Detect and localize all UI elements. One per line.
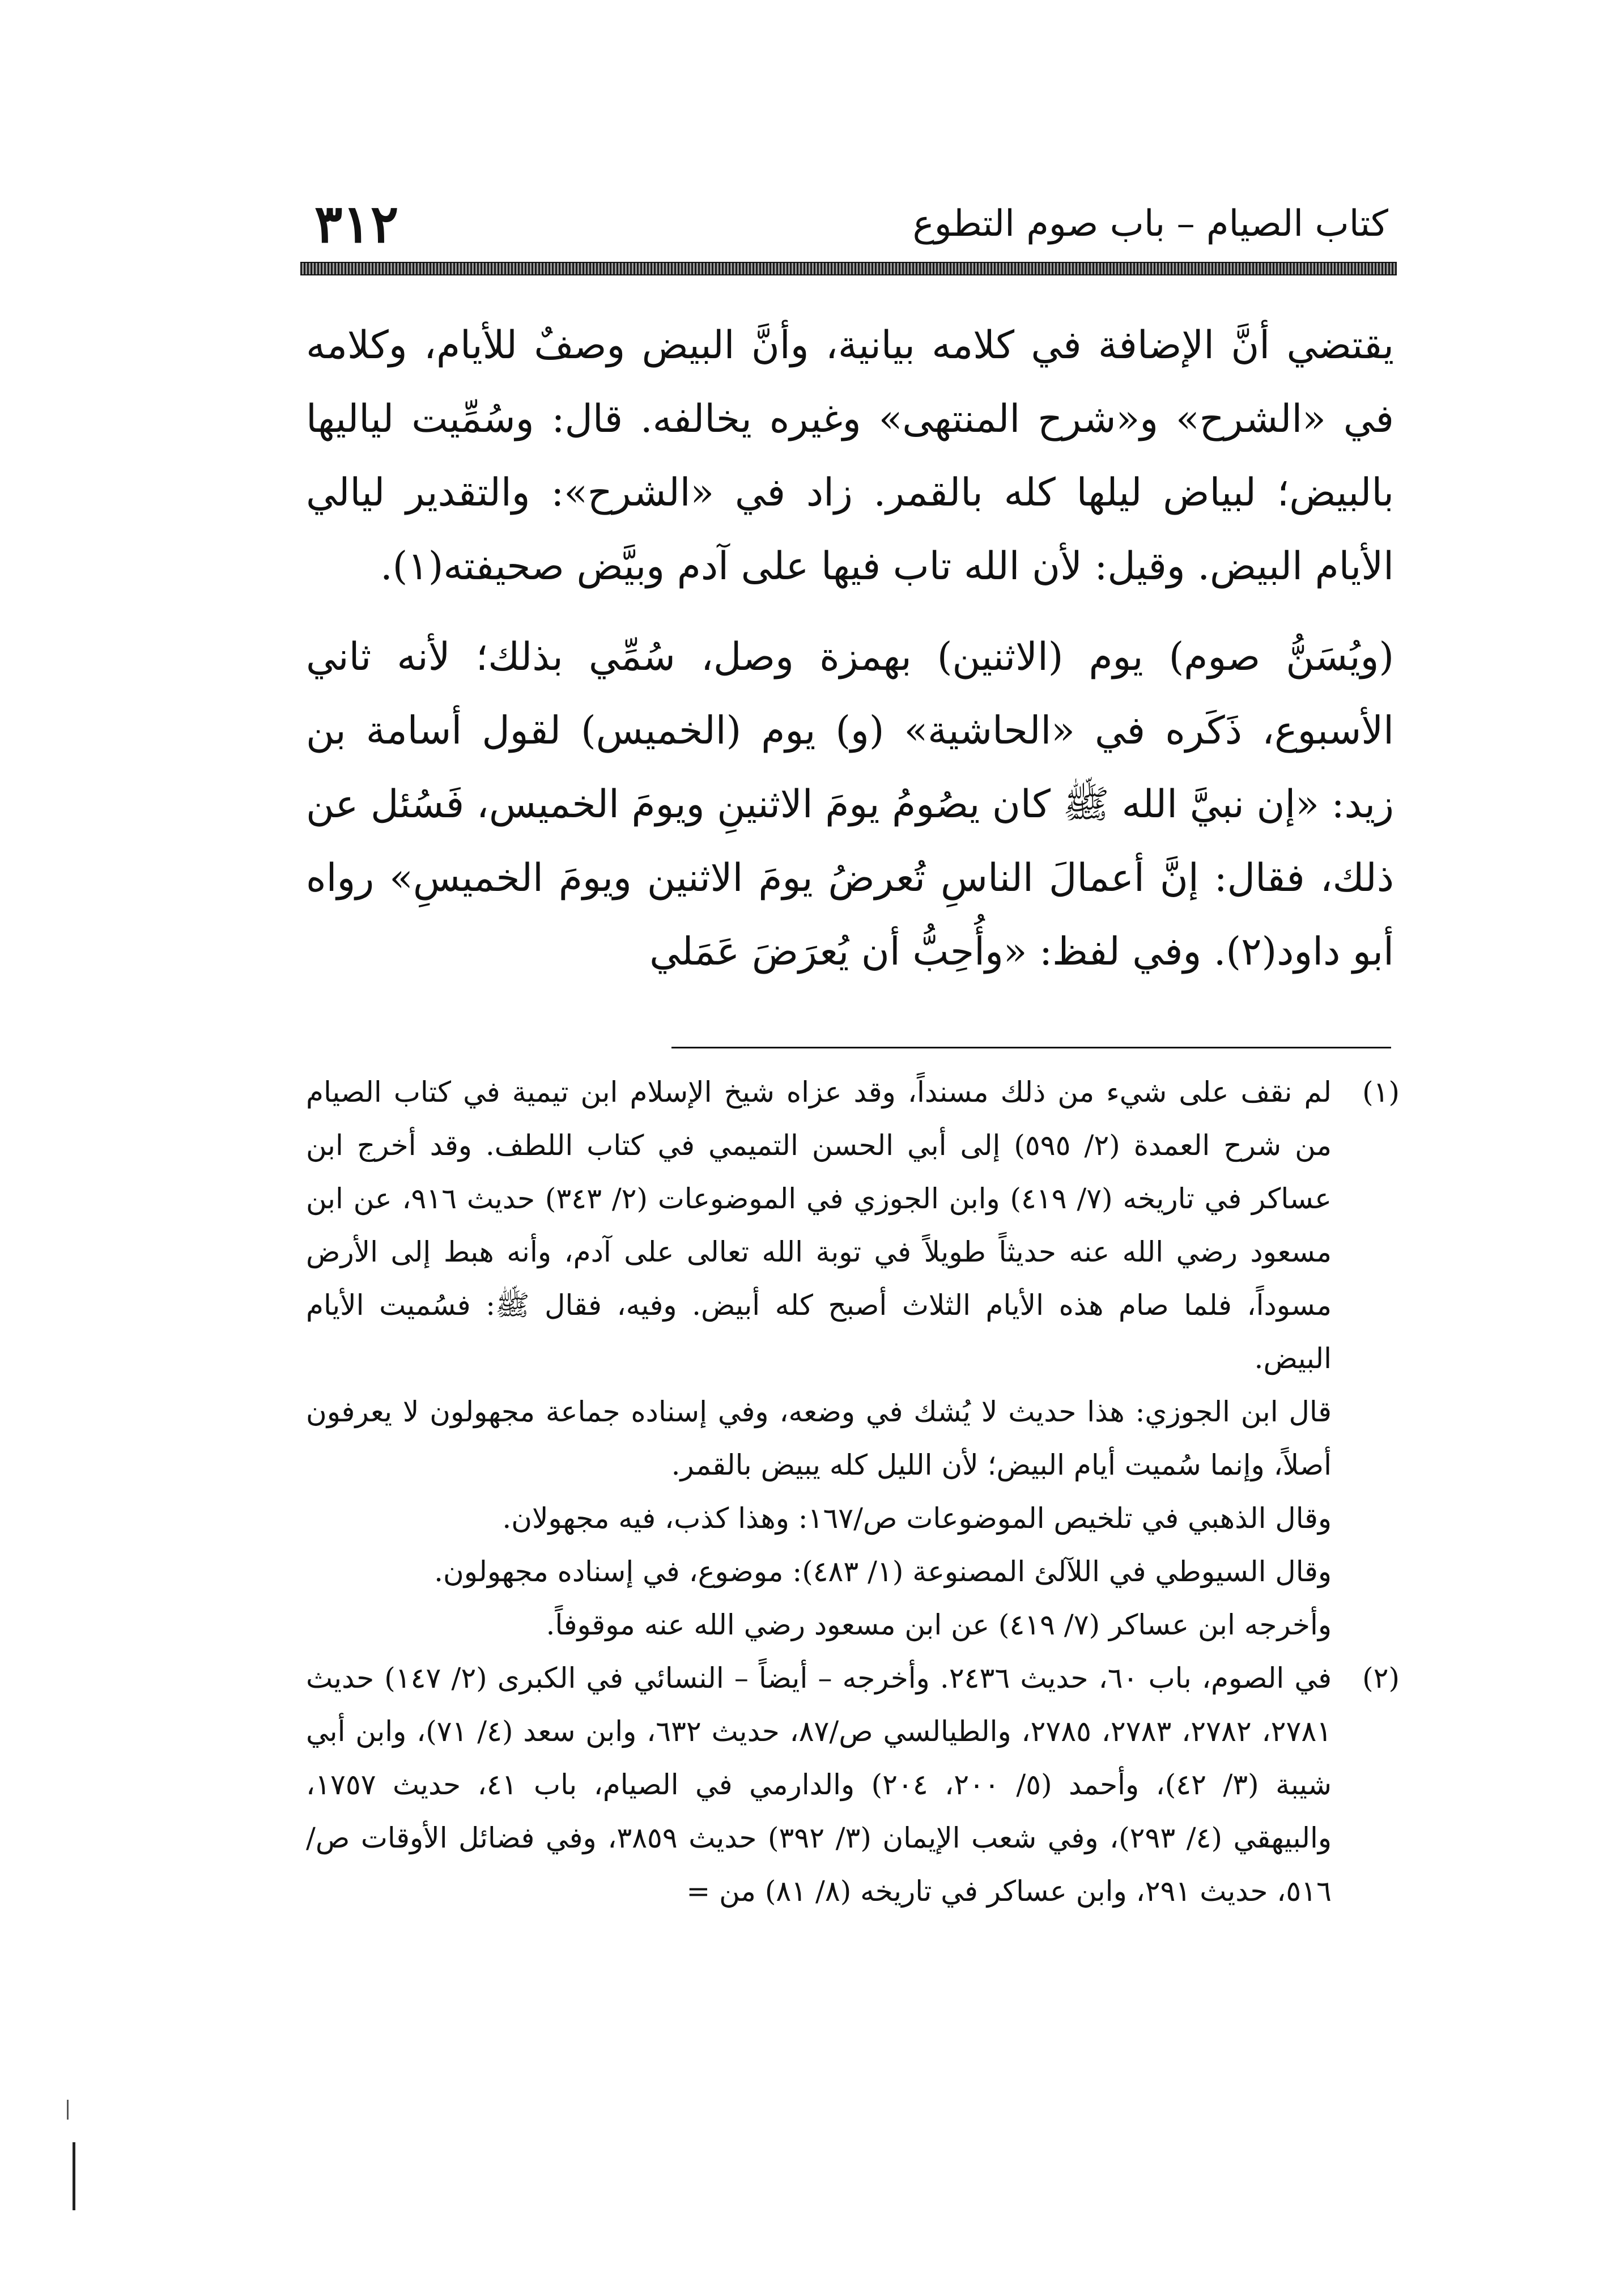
page-number: ٣١٢ — [314, 193, 399, 254]
footnote-paragraph: قال ابن الجوزي: هذا حديث لا يُشك في وضعه، وفي إسناده جماعة مجهولون لا يعرفون أصلاً، وإنما سُميت أيام البيض؛ لأن الليل كله يبيض بالقمر. — [306, 1395, 1332, 1481]
footnote-number: (١) — [1362, 1076, 1400, 1109]
footnote — [306, 1065, 1400, 1651]
footnote-paragraph: وقال الذهبي في تلخيص الموضوعات ص/١٦٧: وهذا كذب، فيه مجهولان. — [502, 1502, 1332, 1535]
footnote — [306, 1651, 1400, 1918]
body-paragraph: (ويُسَنُّ صوم) يوم (الاثنين) بهمزة وصل، سُمِّي بذلك؛ لأنه ثاني الأسبوع، ذَكَره في «الحاشية» (و) يوم (الخميس) لقول أسامة بن زيد: «إن نبيَّ الله ﷺ كان يصُومُ يومَ الاثنينِ ويومَ الخميس، فَسُئل عن ذلك، فقال: إنَّ أعمالَ الناسِ تُعرضُ يومَ الاثنين ويومَ الخميسِ» رواه أبو داود(٢). وفي لفظ: «وأُحِبُّ أن يُعرَضَ عَمَلي — [306, 635, 1394, 974]
scan-margin-mark — [67, 2100, 69, 2120]
scan-margin-mark — [73, 2142, 75, 2210]
main-text — [306, 309, 1394, 989]
footnote-paragraph: وأخرجه ابن عساكر (٧/ ٤١٩) عن ابن مسعود رضي الله عنه موقوفاً. — [546, 1608, 1332, 1641]
footnote-number: (٢) — [1362, 1662, 1400, 1695]
footnote-paragraph: في الصوم، باب ٦٠، حديث ٢٤٣٦. وأخرجه – أيضاً – النسائي في الكبرى (٢/ ١٤٧) حديث ٢٧٨١، ٢٧٨٢، ٢٧٨٣، ٢٧٨٥، والطيالسي ص/٨٧، حديث ٦٣٢، وابن سعد (٤/ ٧١)، وابن أبي شيبة (٣/ ٤٢)، وأحمد (٥/ ٢٠٠، ٢٠٤) والدارمي في الصيام، باب ٤١، حديث ١٧٥٧، والبيهقي (٤/ ٢٩٣)، وفي شعب الإيمان (٣/ ٣٩٢) حديث ٣٨٥٩، وفي فضائل الأوقات ص/٥١٦، حديث ٢٩١، وابن عساكر في تاريخه (٨/ ٨١) من = — [306, 1662, 1332, 1908]
footnote-separator — [671, 1047, 1391, 1048]
footnote-paragraph: لم نقف على شيء من ذلك مسنداً، وقد عزاه شيخ الإسلام ابن تيمية في كتاب الصيام من شرح العمدة (٢/ ٥٩٥) إلى أبي الحسن التميمي في كتاب اللطف. وقد أخرج ابن عساكر في تاريخه (٧/ ٤١٩) وابن الجوزي في الموضوعات (٢/ ٣٤٣) حديث ٩١٦، عن ابن مسعود رضي الله عنه حديثاً طويلاً في توبة الله تعالى على آدم، وأنه هبط إلى الأرض مسوداً، فلما صام هذه الأيام الثلاث أصبح كله أبيض. وفيه، فقال ﷺ: فسُميت الأيام البيض. — [306, 1076, 1332, 1375]
page-header — [314, 193, 1388, 254]
footnotes — [306, 1065, 1400, 1918]
footnote-paragraph: وقال السيوطي في اللآلئ المصنوعة (١/ ٤٨٣): موضوع، في إسناده مجهولون. — [434, 1555, 1332, 1588]
running-title: كتاب الصيام – باب صوم التطوع — [912, 203, 1388, 245]
body-paragraph: يقتضي أنَّ الإضافة في كلامه بيانية، وأنَّ البيض وصفٌ للأيام، وكلامه في «الشرح» و«شرح المنتهى» وغيره يخالفه. قال: وسُمِّيت لياليها بالبيض؛ لبياض ليلها كله بالقمر. زاد في «الشرح»: والتقدير ليالي الأيام البيض. وقيل: لأن الله تاب فيها على آدم وبيَّض صحيفته(١). — [306, 323, 1394, 589]
header-rule — [300, 262, 1397, 275]
